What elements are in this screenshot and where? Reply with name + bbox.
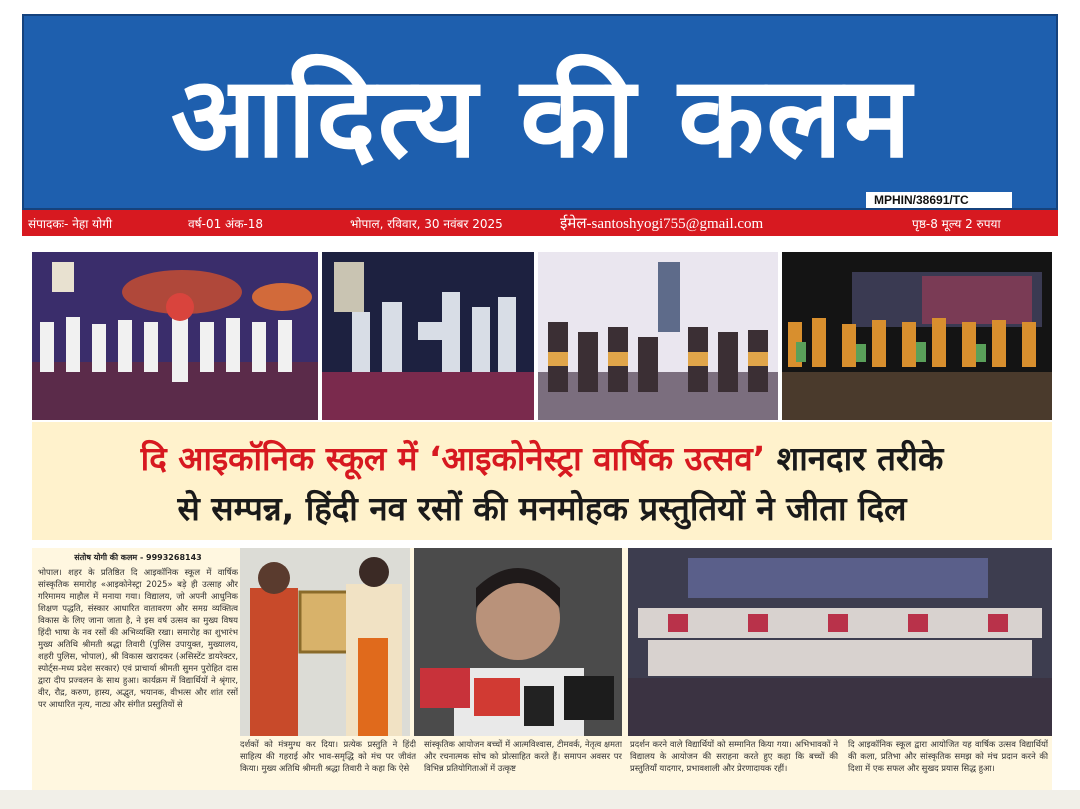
photo-guest-interview bbox=[414, 548, 622, 736]
photo-group-performance bbox=[628, 548, 1052, 736]
photo-felicitation bbox=[240, 548, 410, 736]
article-column-3: सांस्कृतिक आयोजन बच्चों में आत्मविश्वास, टीमवर्क, नेतृत्व क्षमता और रचनात्मक सोच को प्रोत्साहित करते हैं। समापन अवसर पर विभिन्न प्रतियोगिताओं में उत्कृष्ट bbox=[424, 739, 622, 773]
photo-strip bbox=[32, 252, 1052, 420]
article-column-2: दर्शकों को मंत्रमुग्ध कर दिया। प्रत्येक प्रस्तुति ने हिंदी साहित्य की गहराई और भाव-समृद्धि को मंच पर जीवंत किया। मुख्य अतिथि श्रीमती श्रद्धा तिवारी ने कहा कि ऐसे bbox=[240, 739, 416, 773]
photo-shiva-act bbox=[538, 252, 778, 420]
registration-number: MPHIN/38691/TC bbox=[866, 192, 1012, 208]
headline-line-2: से सम्पन्न, हिंदी नव रसों की मनमोहक प्रस्तुतियों ने जीता दिल bbox=[177, 489, 907, 528]
pages-price: पृष्ठ-8 मूल्य 2 रुपया bbox=[912, 217, 1001, 231]
photo-folk-dance bbox=[782, 252, 1052, 420]
article-area bbox=[32, 548, 1052, 800]
newspaper-page bbox=[18, 10, 1062, 809]
article-column-5: दि आइकॉनिक स्कूल द्वारा आयोजित यह वार्षिक उत्सव विद्यार्थियों की कला, प्रतिभा और सांस्कृतिक समझ को मंच प्रदान करने की दिशा में एक सफल और सुखद प्रयास सिद्ध हुआ। bbox=[848, 739, 1048, 773]
photo-dancers-white bbox=[32, 252, 318, 420]
volume-issue: वर्ष-01 अंक-18 bbox=[188, 217, 264, 231]
bottom-strip bbox=[0, 790, 1080, 809]
photo-stage-performance bbox=[322, 252, 534, 420]
article-column-4: प्रदर्शन करने वाले विद्यार्थियों को सम्मानित किया गया। अभिभावकों ने विद्यालय के आयोजन की सराहना करते हुए कहा कि बच्चों की प्रस्तुतियाँ यादगार, प्रभावशाली और प्रेरणादायक रहीं। bbox=[630, 739, 838, 773]
article-column-1 bbox=[38, 552, 238, 798]
dateline: भोपाल, रविवार, 30 नवंबर 2025 bbox=[350, 217, 503, 231]
newspaper-title: आदित्य की कलम bbox=[170, 53, 914, 183]
info-bar bbox=[22, 210, 1058, 236]
article-column-1-text: भोपाल। शहर के प्रतिष्ठित दि आइकॉनिक स्कूल में वार्षिक सांस्कृतिक समारोह «आइकोनेस्ट्रा 2025» बड़े ही उत्साह और गरिमामय माहौल में मनाया गया। विद्यालय, जो अपनी आधुनिक शिक्षण पद्धति, संस्कार आधारित वातावरण और समग्र व्यक्तित्व विकास के लिए जाना जाता है, ने इस वर्ष उत्सव का मुख्य विषय हिंदी भाषा के नव रसों की अभिव्यक्ति रखा। समारोह का शुभारंभ मुख्य अतिथि श्रीमती श्रद्धा तिवारी (पुलिस उपायुक्त, मुख्यालय, शहरी पुलिस, भोपाल), श्री विकास खरादकर (असिस्टेंट डायरेक्टर, स्पोर्ट्स-मध्य प्रदेश सरकार) एवं प्राचार्या श्रीमती सुमन पुरोहित दास द्वारा दीप प्रज्वलन के साथ हुआ। कार्यक्रम में विद्यार्थियों ने श्रृंगार, वीर, रौद्र, करुण, हास्य, अद्भुत, भयानक, वीभत्स और शांत रसों पर आधारित नृत्य, नाट्य और संगीत प्रस्तुतियों से bbox=[38, 567, 238, 709]
masthead bbox=[22, 14, 1058, 210]
article-byline: संतोष योगी की कलम - 9993268143 bbox=[74, 553, 202, 562]
headline-black-part: शानदार तरीके bbox=[765, 439, 944, 478]
editor-credit: संपादकः- नेहा योगी bbox=[28, 217, 113, 231]
headline bbox=[42, 434, 1042, 534]
headline-red-part: दि आइकॉनिक स्कूल में ‘आइकोनेस्ट्रा वार्षिक उत्सव’ bbox=[140, 439, 766, 478]
headline-box bbox=[32, 422, 1052, 540]
contact-email: ईमेल-santoshyogi755@gmail.com bbox=[560, 216, 764, 232]
